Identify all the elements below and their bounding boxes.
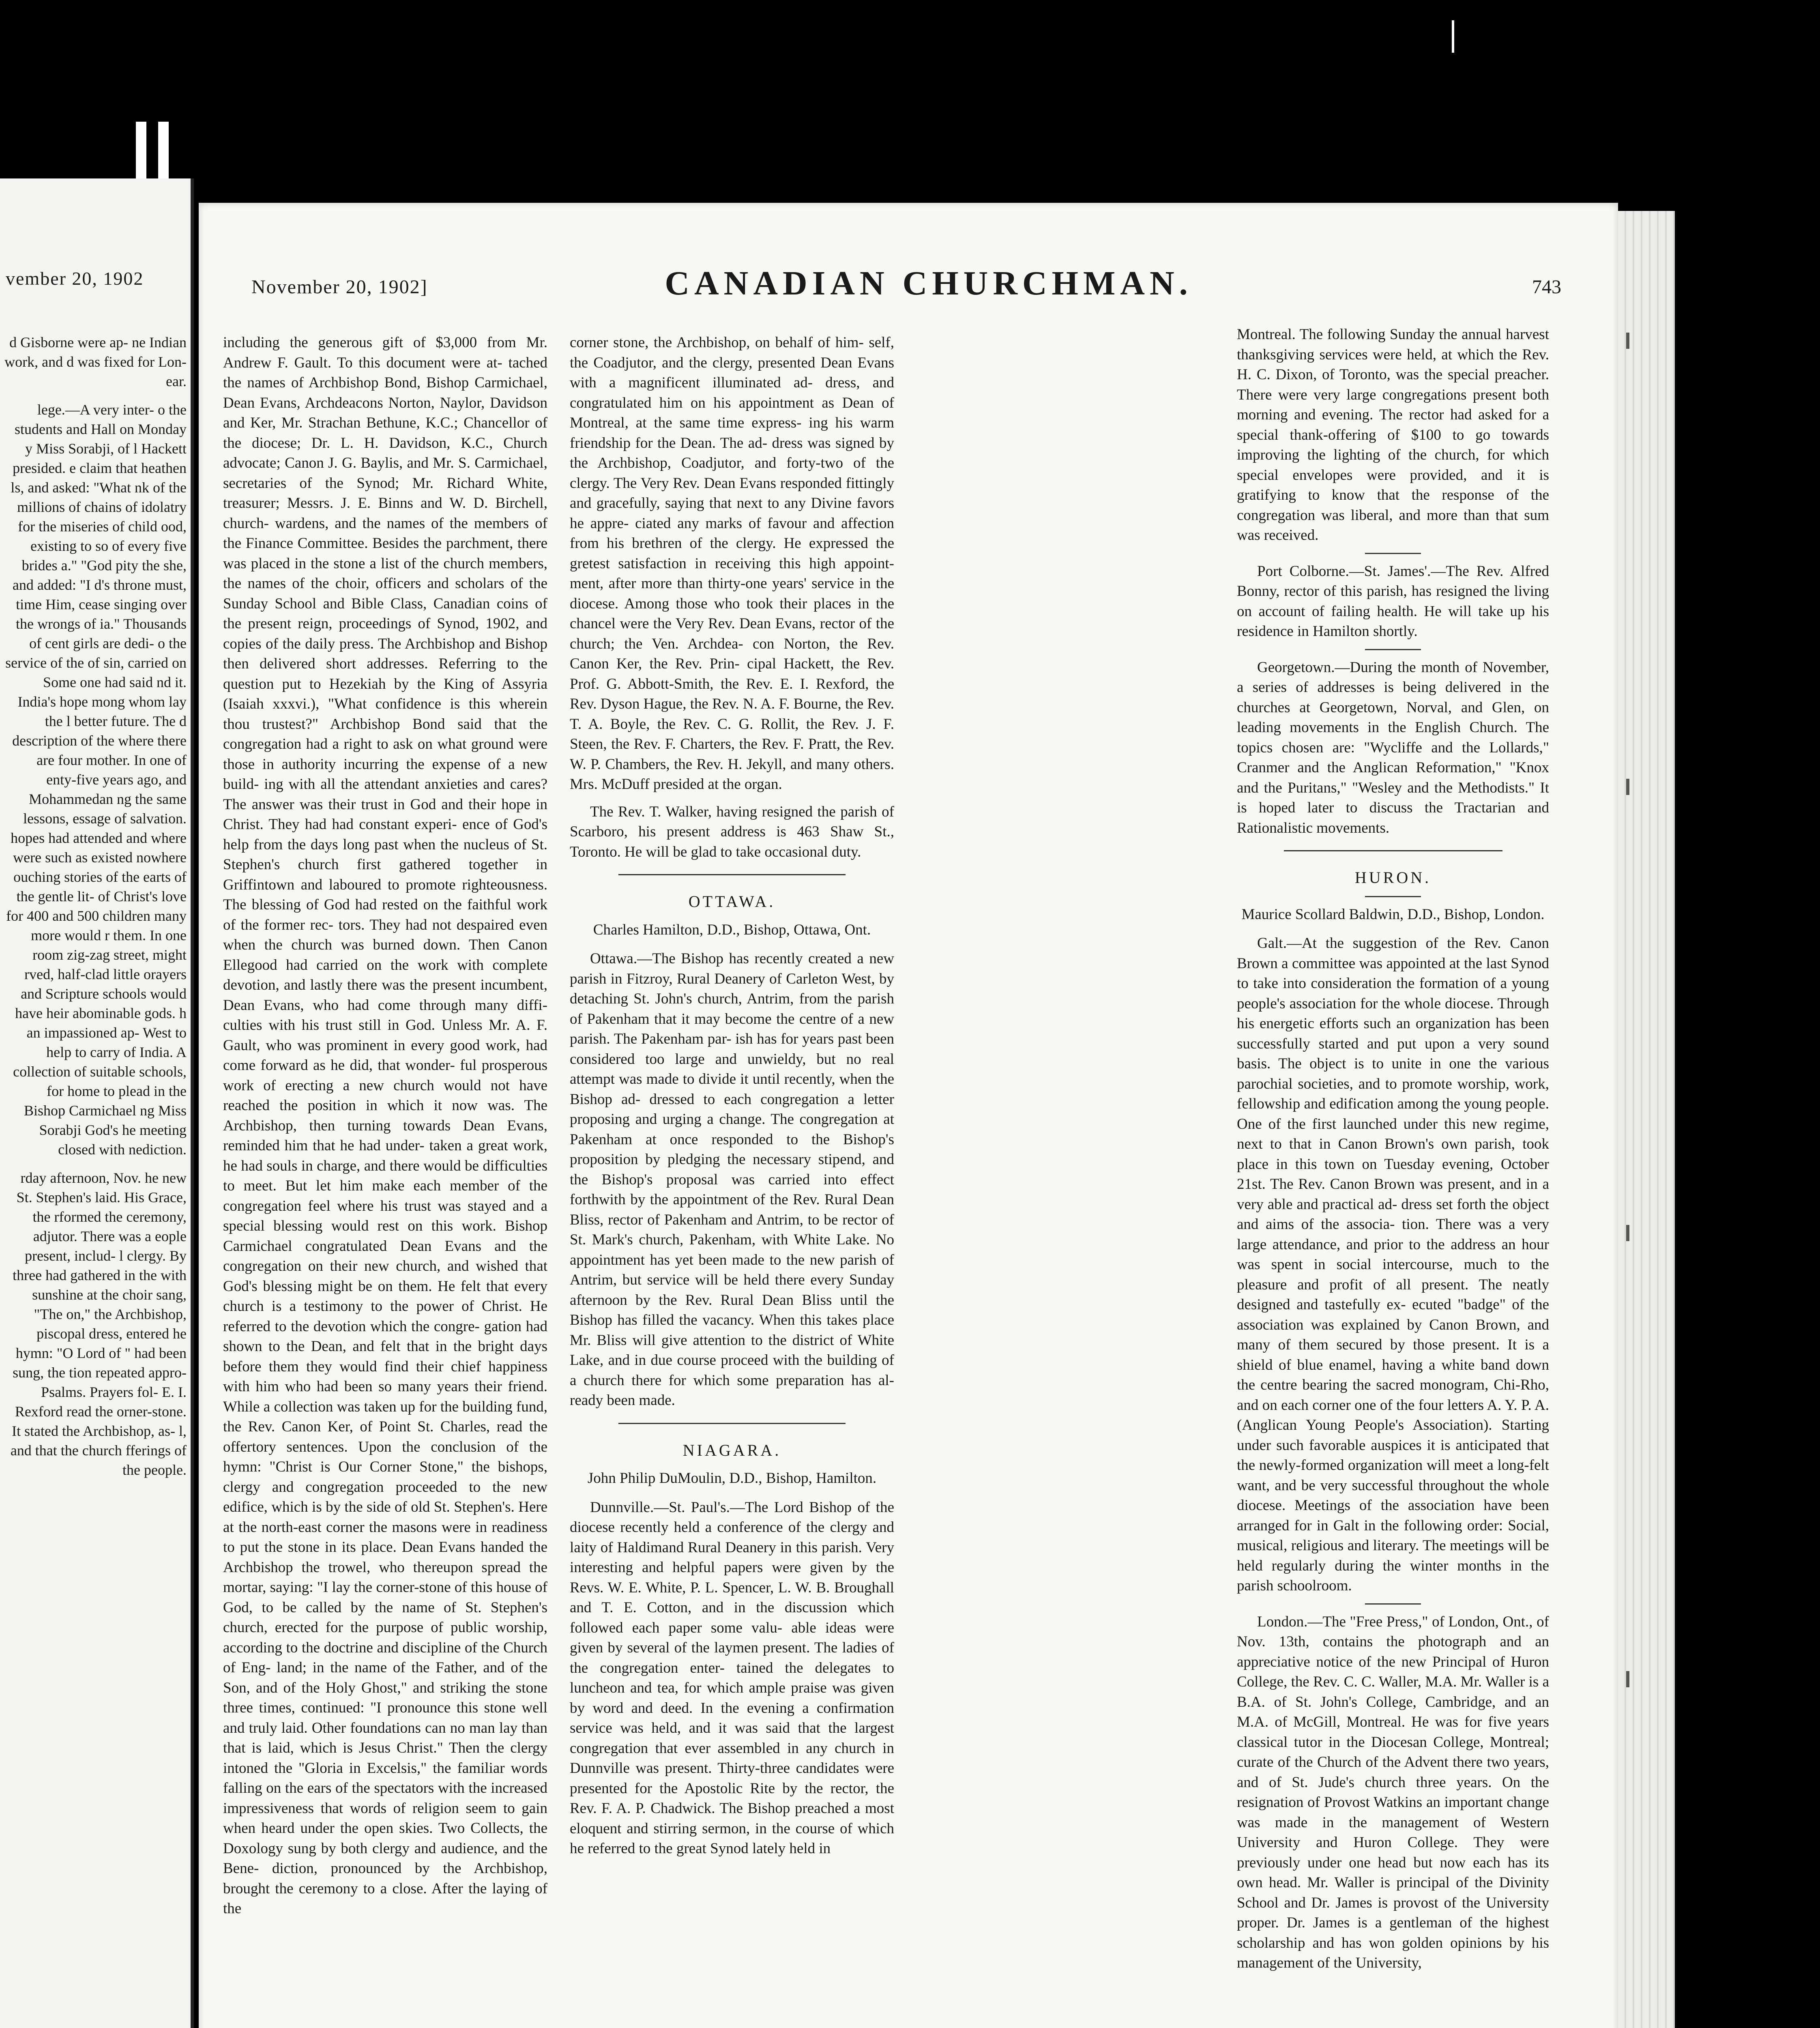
article-paragraph: Montreal. The following Sunday the annual harvest thanksgiving services were held, at which the Rev. H. C. Dixon, of Toronto, was the special preacher. There were very large congregations present both morning and evening. The rector had asked for a special thank-offering of $100 to go towards improving the lighting of the church, for which special envelopes were provided, and it is gratifying to know that the response of the congregation was liberal, and more than that sum was received. [1237,326,1549,544]
section-bishop-niagara: John Philip DuMoulin, D.D., Bishop, Hamilton. [587,1470,877,1487]
article-paragraph: Georgetown.—During the month of November, a series of addresses is being delivered in the churches at Georgetown, Norval, and Glen, on leading movements in the English Church. The topics chosen are: "Wycliffe and the Lollards," Cranmer and the Anglican Reformation," "Knox and the Puritans," "Wesley and the Methodists." It is hoped later to discuss the Tractarian and Rationalistic movements. [1237,659,1549,836]
section-divider [1284,850,1502,851]
section-bishop-ottawa: Charles Hamilton, D.D., Bishop, Ottawa, Ont. [593,921,871,938]
section-bishop-huron: Maurice Scollard Baldwin, D.D., Bishop, London. [1241,906,1545,923]
section-divider [618,1423,846,1424]
page-fore-edge [1618,211,1675,2028]
previous-page-header: vember 20, 1902 [6,268,144,289]
previous-page-paragraph: rday afternoon, Nov. he new St. Stephen's laid. His Grace, the rformed the ceremony, adjutor. There was a eople present, includ- l clergy. By three had gathered in the with sunshine at the choir sang, "The on," the Archbishop, piscopal dress, entered he hymn: "O Lord of " had been sung, the tion repeated appro- Psalms. Prayers fol- E. I. Rexford read the orner-stone. It stated the Archbishop, as- l, and that the church fferings of the people. [10,1170,187,1478]
article-paragraph: Galt.—At the suggestion of the Rev. Canon Brown a committee was appointed at the last Synod to take into consideration the formation of a young people's association for the whole diocese. Through his energetic efforts such an organization has been successfully started and put upon a very sound basis. The object is to unite in one the various parochial societies, and to promote worship, work, fellowship and edification among the young people. One of the first launched under this new regime, next to that in Canon Brown's own parish, took place in this town on Tuesday evening, October 21st. The Rev. Canon Brown was present, and in a very able and practical ad- dress set forth the object and aims of the associa- tion. There was a very large attendance, and prior to the address an hour was spent in social intercourse, much to the pleasure and profit of all present. The neatly designed and tastefully ex- ecuted "badge" of the association was explained by Canon Brown, and many of them secured by those present. It is a shield of blue enamel, having a white band down the centre bearing the sacred monogram, Chi-Rho, and on each corner one of the four letters A. Y. P. A. (Anglican Young People's Association). Starting under such favorable auspices it is anticipated that the newly-formed organization will meet a long-felt want, and be very successful throughout the whole diocese. Meetings of the association have been arranged for in Galt in the following order: Social, musical, religious and literary. The meetings will be held regularly during the winter months in the parish schoolroom. [1237,935,1549,1594]
column-1 [223,333,547,1926]
column-3 [1237,324,1549,1981]
newspaper-page [199,203,1618,2028]
previous-page-text [4,333,187,1489]
article-paragraph: corner stone, the Archbishop, on behalf of him- self, the Coadjutor, and the clergy, presented Dean Evans with a magnificent illuminated ad- dress, and congratulated him on his appointment as Dean of Montreal, at the same time express- ing his warm friendship for the Dean. The ad- dress was signed by the Archbishop, Coadjutor, and forty-two of the clergy. The Very Rev. Dean Evans responded fittingly and gracefully, saying that next to any Divine favors he appre- ciated any marks of favour and affection from his brethren of the clergy. He expressed the gretest satisfaction in receiving this high appoint- ment, after more than thirty-one years' service in the diocese. Among those who took their places in the chancel were the Very Rev. Dean Evans, rector of the church; the Ven. Archdea- con Norton, the Rev. Canon Ker, the Rev. Prin- cipal Hackett, the Rev. Prof. G. Abbott-Smith, the Rev. E. I. Rexford, the Rev. Dyson Hague, the Rev. N. A. F. Bourne, the Rev. T. A. Boyle, the Rev. C. G. Rollit, the Rev. J. F. Steen, the Rev. F. Charters, the Rev. F. Pratt, the Rev. W. P. Chambers, the Rev. H. Jekyll, and many others. Mrs. McDuff presided at the organ. [570,334,894,793]
frame-mark [1452,20,1454,53]
column-2 [570,333,894,1866]
previous-page-fragment [0,178,194,2028]
section-title-ottawa: OTTAWA. [688,892,776,911]
section-divider [1365,896,1421,897]
edge-mark [1626,1225,1629,1241]
section-title-niagara: NIAGARA. [682,1441,781,1459]
page-header [251,264,1561,308]
section-title-huron: HURON. [1354,868,1432,887]
article-paragraph: The Rev. T. Walker, having resigned the parish of Scarboro, his present address is 463 Shaw St., Toronto. He will be glad to take occasional duty. [570,803,894,860]
article-paragraph: including the generous gift of $3,000 from Mr. Andrew F. Gault. To this document were at- tached the names of Archbishop Bond, Bishop Carmichael, Dean Evans, Archdeacons Norton, Naylor, Davidson and Ker, Mr. Strachan Bethune, K.C.; Chancellor of the diocese; Dr. L. H. Davidson, K.C., Church advocate; Canon J. G. Baylis, and Mr. S. Carmichael, secretaries of the Synod; Mr. Richard White, treasurer; Messrs. J. E. Binns and W. D. Birchell, church- wardens, and the names of the members of the Finance Committee. Besides the parchment, there was placed in the stone a list of the church members, the names of the choir, officers and scholars of the Sunday School and Bible Class, Canadian coins of the present reign, proceedings of Synod, 1902, and copies of the daily press. The Archbishop and Bishop then delivered short addresses. Referring to the question put to Hezekiah by the King of Assyria (Isaiah xxxvi.), "What confidence is this wherein thou trustest?" Archbishop Bond said that the congregation had a right to ask on what ground were those in authority incurring the expense of a new build- ing with all the attendant anxieties and cares? The answer was their trust in God and their hope in Christ. They had had constant experi- ence of God's help from the days long past when the nucleus of St. Stephen's church first gathered together in Griffintown and laboured to promote righteousness. The blessing of God had rested on the faithful work of the former rec- tors. They had not despaired even when the church was burned down. Then Canon Ellegood had carried on the work with complete devotion, and lastly there was the present incumbent, Dean Evans, who had come through many diffi- culties with his trust still in God. Unless Mr. A. F. Gault, who was prominent in every good work, had come forward as he did, that wonder- ful prosperous work of erecting a new church would not have reached the position in which it now was. The Archbishop, then turning towards Dean Evans, reminded him that he had under- taken a great work, he had souls in charge, and there would be difficulties to meet. But let him make each member of the congregation feel where his trust was stayed and a special blessing would rest on this work. Bishop Carmichael congratulated Dean Evans and the congregation on their new church, and wished that God's blessing might be on them. He felt that every church is a testimony to the power of Christ. He referred to the devotion which the congre- gation had shown to the Dean, and felt that in the bright days before them they would find their chief happiness with him who had been so many years their friend. While a collection was taken up for the building fund, the Rev. Canon Ker, of Point St. Charles, read the offertory sentences. Upon the conclusion of the hymn: "Christ is Our Corner Stone," the bishops, clergy and congregation proceeded to the new edifice, which is by the side of old St. Stephen's. Here at the north-east corner the masons were in readiness to put the stone in its place. Dean Evans handed the Archbishop the trowel, who thereupon spread the mortar, saying: "I lay the corner-stone of this house of God, to be called by the name of St. Stephen's church, erected for the purpose of public worship, according to the doctrine and discipline of the Church of Eng- land; in the name of the Father, and of the Son, and of the Holy Ghost," and striking the stone three times, continued: "I pronounce this stone well and truly laid. Other foundations can no man lay than that is laid, which is Jesus Christ." Then the clergy intoned the "Gloria in Excelsis," the familiar words falling on the ears of the spectators with the increased impressiveness that words of religion seem to gain when heard under the open skies. Two Collects, the Doxology sung by both clergy and audience, and the Bene- diction, pronounced by the Archbishop, brought the ceremony to a close. After the laying of the [223,334,547,1917]
edge-mark [1626,779,1629,795]
article-paragraph: Ottawa.—The Bishop has recently created a new parish in Fitzroy, Rural Deanery of Carleton West, by detaching St. John's church, Antrim, from the parish of Pakenham that it may become the centre of a new parish. The Pakenham par- ish has for years past been considered too large and unwieldy, but no real attempt was made to divide it until recently, when the Bishop ad- dressed to each congregation a letter proposing and urging a change. The congregation at Pakenham at once responded to the Bishop's proposition by pledging the necessary stipend, and the Bishop's proposal was carried into effect forthwith by the appointment of the Rev. Rural Dean Bliss, rector of Pakenham and Antrim, to be rector of St. Mark's church, Pakenham, with White Lake. No appointment has yet been made to the new parish of Antrim, but service will be held there every Sunday afternoon by the Rev. Rural Dean Bliss until the Bishop has filled the vacancy. When this takes place Mr. Bliss will give attention to the district of White Lake, and in due course proceed with the building of a church there for which some preparation has al- ready been made. [570,950,894,1409]
edge-mark [1626,1671,1629,1687]
masthead-title: CANADIAN CHURCHMAN. [665,264,1193,302]
section-divider [1365,649,1421,650]
previous-page-paragraph: lege.—A very inter- o the students and Hall on Monday y Miss Sorabji, of l Hackett presided. e claim that heathen ls, and asked: "What nk of the millions of chains of idolatry for the miseries of child ood, existing to so of every five brides a." "God pity the she, and added: "I d's throne must, time Him, cease singing over the wrongs of ia." Thousands of cent girls are dedi- o the service of the of sin, carried on Some one had said nd it. India's hope mong whom lay the l better future. The d description of the where there are four mother. In one of enty-five years ago, and Mohammedan ng the same lessons, essage of salvation. hopes had attended and where were such as existed nowhere ouching stories of the earts of the gentle lit- of Christ's love for 400 and 500 children many more would r them. In one room zig-zag street, might rved, half-clad little orayers and Scripture schools would have heir abominable gods. h an impassioned ap- West to help to carry of India. A collection of suitable schools, for home to plead in the Bishop Carmichael ng Miss Sorabji God's he meeting closed with nediction. [5,402,187,1158]
article-paragraph: Dunnville.—St. Paul's.—The Lord Bishop of the diocese recently held a conference of the clergy and laity of Haldimand Rural Deanery in this parish. Very interesting and helpful papers were given by the Revs. W. E. White, P. L. Spencer, L. W. B. Broughall and T. E. Cotton, and in the discussion which followed each paper some valu- able ideas were given by several of the laymen present. The ladies of the congregation enter- tained the delegates to luncheon and tea, for which ample praise was given by word and deed. In the evening a confirmation service was held, and it was said that the largest congregation that ever assembled in any church in Dunnville was present. Thirty-three candidates were presented for the Apostolic Rite by the rector, the Rev. F. A. P. Chadwick. The Bishop preached a most eloquent and stirring sermon, in the course of which he referred to the great Synod lately held in [570,1499,894,1857]
section-divider [1365,553,1421,554]
issue-date: November 20, 1902] [251,276,428,298]
article-paragraph: London.—The "Free Press," of London, Ont., of Nov. 13th, contains the photograph and an appreciative notice of the new Principal of Huron College, the Rev. C. C. Waller, M.A. Mr. Waller is a B.A. of St. John's College, Cambridge, and an M.A. of McGill, Montreal. He was for five years classical tutor in the Diocesan College, Montreal; curate of the Church of the Advent there two years, and of St. Jude's church three years. On the resignation of Provost Watkins an important change was made in the management of Western University and Huron College. They were previously under one head but now each has its own head. Mr. Waller is principal of the Divinity School and Dr. James is provost of the University proper. Dr. James is a gentleman of the highest scholarship and has won golden opinions by his management of the University, [1237,1613,1549,1971]
section-divider [1365,1603,1421,1605]
page-number: 743 [1532,276,1561,298]
article-paragraph: Port Colborne.—St. James'.—The Rev. Alfred Bonny, rector of this parish, has resigned the living on account of failing health. He will take up his residence in Hamilton shortly. [1237,563,1549,640]
edge-mark [1626,333,1629,349]
previous-page-paragraph: d Gisborne were ap- ne Indian work, and d was fixed for Lon- ear. [4,334,187,389]
section-divider [618,874,846,875]
